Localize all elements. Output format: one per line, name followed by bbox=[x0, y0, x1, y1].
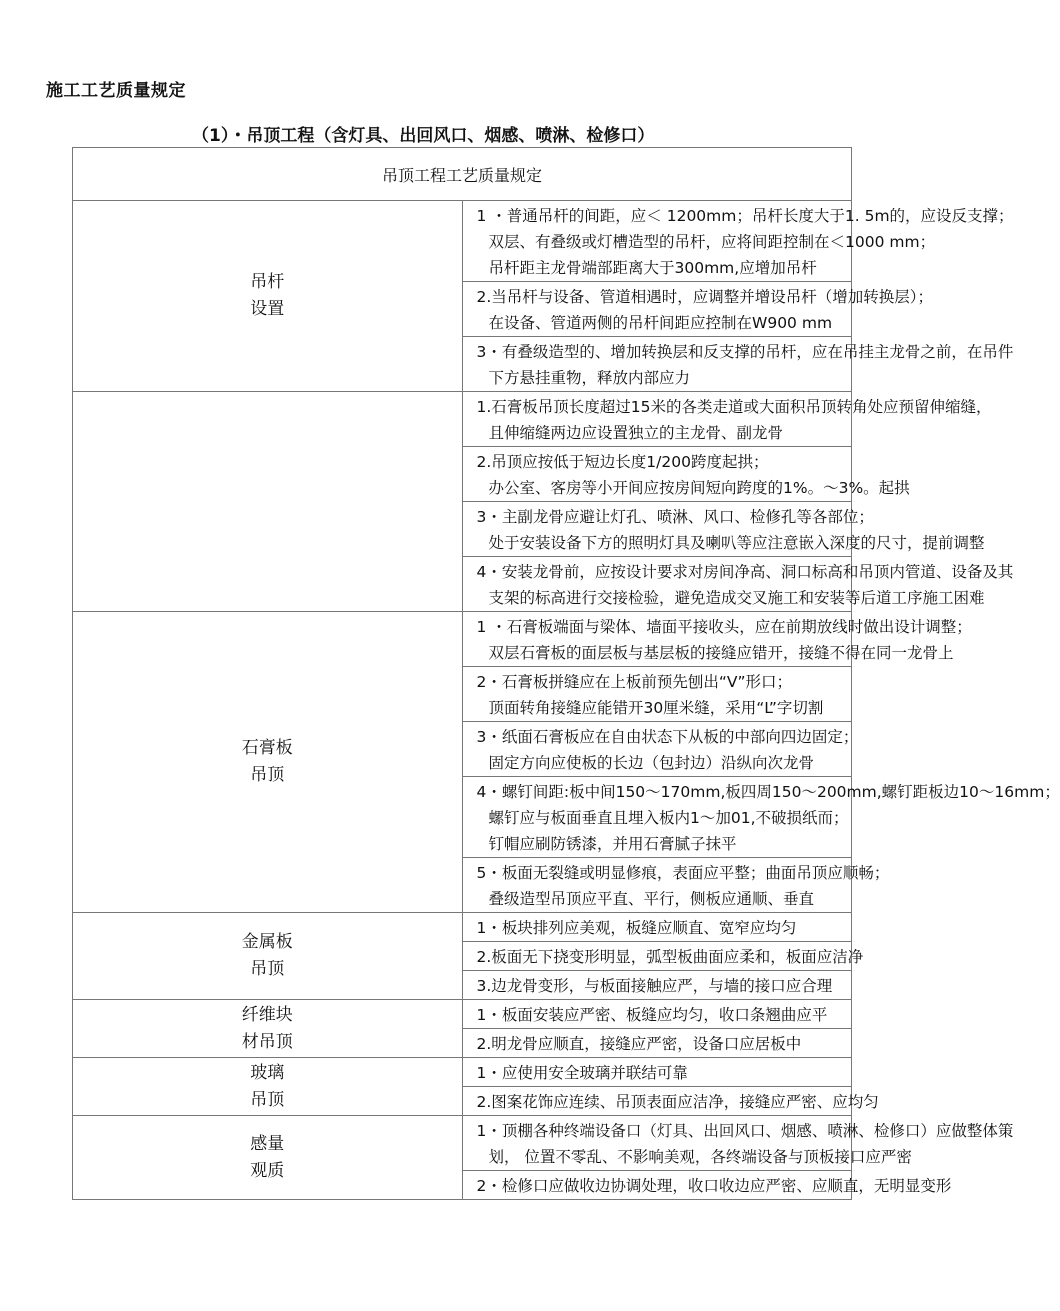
spec-item: 3・有叠级造型的、增加转换层和反支撑的吊杆，应在吊挂主龙骨之前，在吊件 下方悬挂重物，释放内部应力 bbox=[476, 343, 1014, 387]
spec-item: 1 ・石膏板端面与梁体、墙面平接收头，应在前期放线时做出设计调整； 双层石膏板的面层板与基层板的接缝应错开，接缝不得在同一龙骨上 bbox=[463, 612, 852, 667]
spec-item: 4・螺钉间距:板中间150～170mm,板四周150～200mm,螺钉距板边10～16mm； 螺钉应与板面垂直且埋入板内1～加01,不破损纸而； 钉帽应刷防锈漆，并用石膏腻子抹平 bbox=[463, 777, 852, 858]
table-row bbox=[73, 913, 852, 1000]
spec-item: 2.明龙骨应顺直，接缝应严密，设备口应居板中 bbox=[476, 1035, 802, 1053]
items-cell bbox=[462, 913, 864, 1000]
spec-item: 1 ・普通吊杆的间距，应＜ 1200mm；吊杆长度大于1. 5m的，应设反支撑； 双层、有叠级或灯槽造型的吊杆，应将间距控制在＜1000 mm； 吊杆距主龙骨端部距离大于300mm,应增加吊杆 bbox=[463, 201, 852, 282]
table-row bbox=[73, 1000, 852, 1058]
category-cell-suspension-rod: 吊杆 设置 bbox=[73, 201, 463, 392]
spec-item: 1・板块排列应美观，板缝应顺直、宽窄应均匀 bbox=[463, 913, 852, 942]
items-cell bbox=[462, 201, 1014, 392]
category-cell-gypsum-board: 石膏板 吊顶 bbox=[73, 612, 463, 913]
quality-spec-table bbox=[72, 147, 1060, 1200]
items-cell bbox=[462, 612, 1060, 913]
spec-item: 2・检修口应做收边协调处理，收口收边应严密、应顺直，无明显变形 bbox=[476, 1177, 952, 1195]
items-cell bbox=[462, 1000, 852, 1058]
table-row bbox=[73, 1058, 852, 1116]
spec-item: 1・板面安装应严密、板缝应均匀，收口条翘曲应平 bbox=[463, 1000, 852, 1029]
table-row bbox=[73, 201, 852, 392]
table-header: 吊顶工程工艺质量规定 bbox=[73, 148, 852, 201]
spec-item: 5・板面无裂缝或明显修痕，表面应平整；曲面吊顶应顺畅； 叠级造型吊顶应平直、平行，侧板应通顺、垂直 bbox=[476, 864, 890, 908]
spec-item: 1.石膏板吊顶长度超过15米的各类走道或大面积吊顶转角处应预留伸缩缝， 且伸缩缝两边应设置独立的主龙骨、副龙骨 bbox=[463, 392, 852, 447]
spec-item: 4・安装龙骨前，应按设计要求对房间净高、洞口标高和吊顶内管道、设备及其 支架的标高进行交接检验，避免造成交叉施工和安装等后道工序施工困难 bbox=[476, 563, 1014, 607]
table-row bbox=[73, 392, 852, 612]
spec-item: 2.图案花饰应连续、吊顶表面应洁净，接缝应严密、应均匀 bbox=[476, 1093, 879, 1111]
spec-item: 3.边龙骨变形，与板面接触应严，与墙的接口应合理 bbox=[476, 977, 833, 995]
items-cell bbox=[462, 1058, 879, 1116]
spec-item: 1・应使用安全玻璃并联结可靠 bbox=[463, 1058, 852, 1087]
document-heading: 施工工艺质量规定 bbox=[46, 81, 186, 101]
category-cell-metal-board: 金属板 吊顶 bbox=[73, 913, 463, 1000]
spec-item: 3・主副龙骨应避让灯孔、喷淋、风口、检修孔等各部位； 处于安装设备下方的照明灯具及喇叭等应注意嵌入深度的尺寸，提前调整 bbox=[463, 502, 852, 557]
category-cell-fiber-block: 纤维块 材吊顶 bbox=[73, 1000, 463, 1058]
category-cell-keel bbox=[73, 392, 463, 612]
spec-item: 2.板面无下挠变形明显，弧型板曲面应柔和，板面应洁净 bbox=[463, 942, 852, 971]
table-row bbox=[73, 1116, 852, 1200]
spec-item: 2・石膏板拼缝应在上板前预先刨出“V”形口； 顶面转角接缝应能错开30厘米缝，采用“L”字切割 bbox=[463, 667, 852, 722]
section-title: （1）・吊顶工程（含灯具、出回风口、烟感、喷淋、检修口） bbox=[192, 126, 655, 146]
items-cell bbox=[462, 392, 1014, 612]
spec-item: 3・纸面石膏板应在自由状态下从板的中部向四边固定； 固定方向应使板的长边（包封边）沿纵向次龙骨 bbox=[463, 722, 852, 777]
table-row bbox=[73, 612, 852, 913]
items-cell bbox=[462, 1116, 1014, 1200]
spec-item: 2.当吊杆与设备、管道相遇时，应调整并增设吊杆（增加转换层）； 在设备、管道两侧的吊杆间距应控制在W900 mm bbox=[463, 282, 852, 337]
spec-item: 1・顶棚各种终端设备口（灯具、出回风口、烟感、喷淋、检修口）应做整体策 划， 位置不零乱、不影响美观，各终端设备与顶板接口应严密 bbox=[463, 1116, 852, 1171]
spec-item: 2.吊顶应按低于短边长度1/200跨度起拱； 办公室、客房等小开间应按房间短向跨度的1%。～3%。起拱 bbox=[463, 447, 852, 502]
category-cell-glass: 玻璃 吊顶 bbox=[73, 1058, 463, 1116]
category-cell-visual-quality: 感量 观质 bbox=[73, 1116, 463, 1200]
